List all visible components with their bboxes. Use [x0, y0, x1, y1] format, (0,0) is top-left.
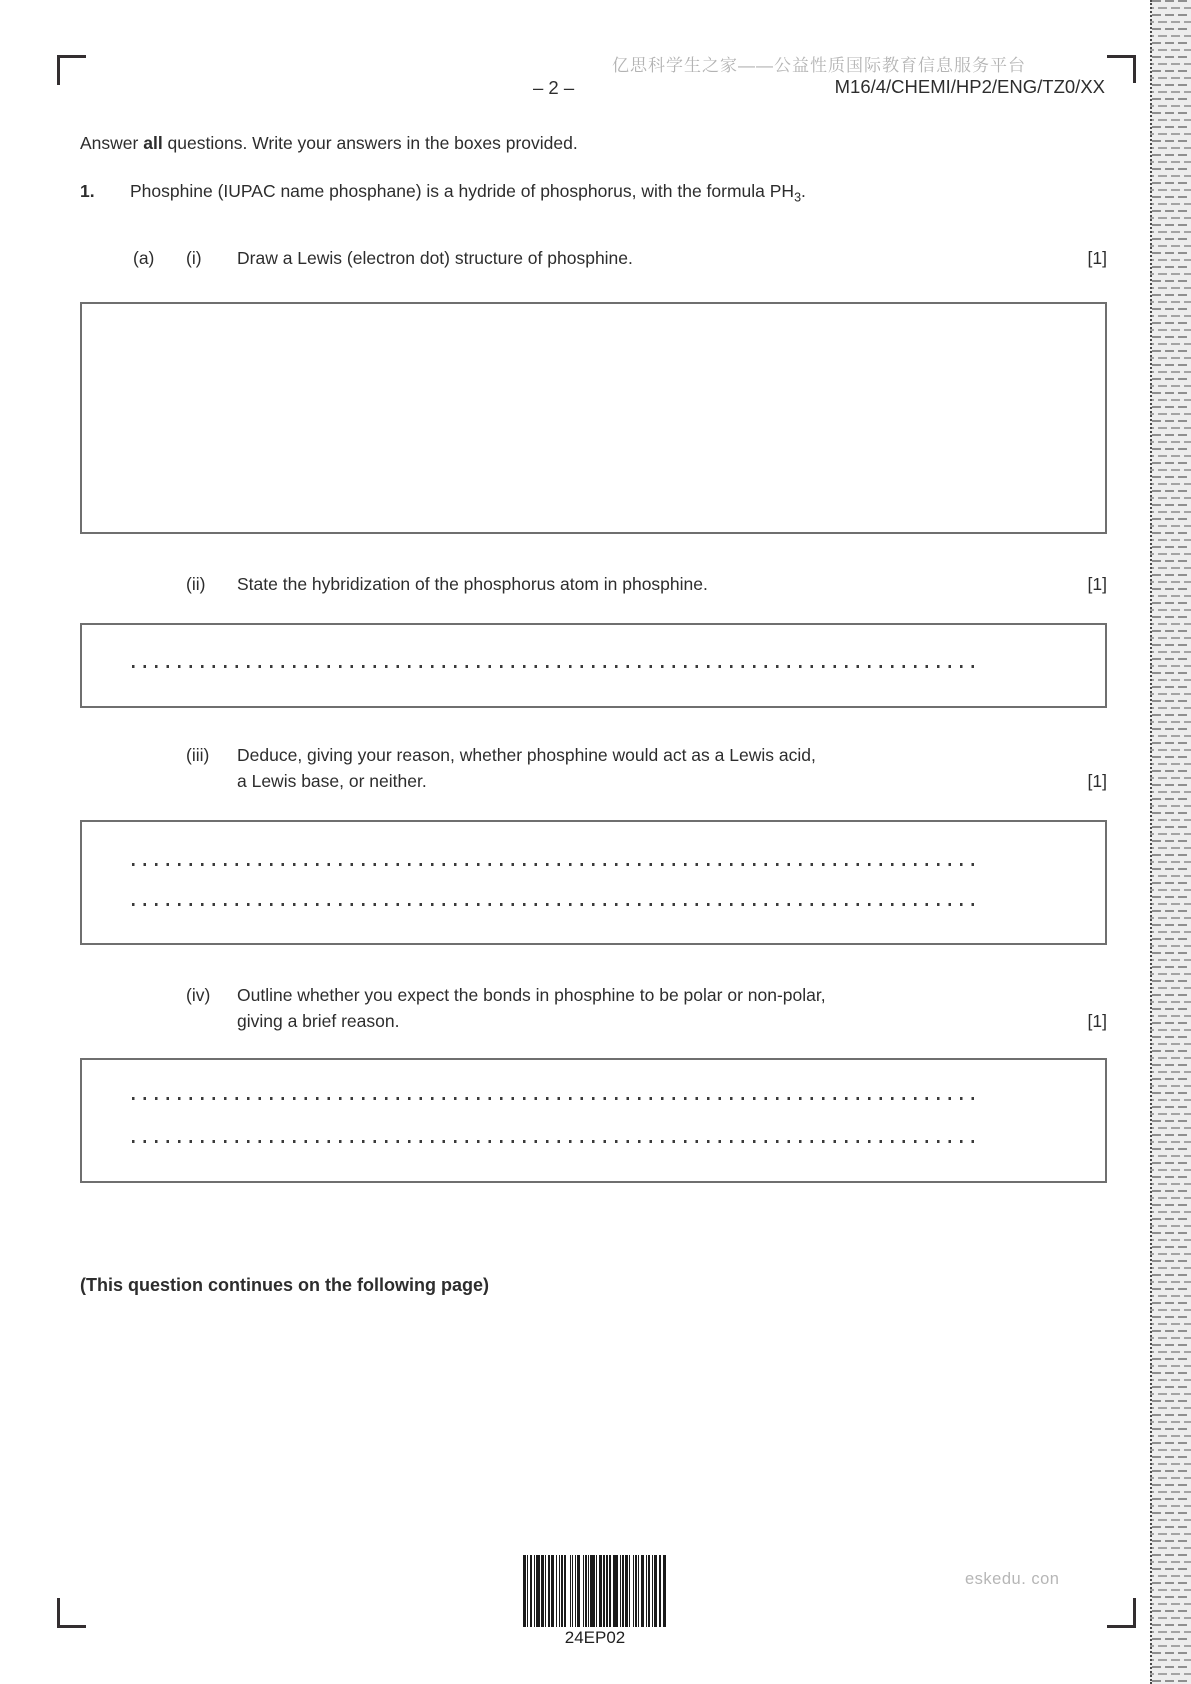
instructions-bold-word: all: [143, 133, 163, 153]
instructions-line: [80, 130, 1107, 156]
answer-box-i[interactable]: [80, 302, 1107, 534]
page-edge-texture: [1150, 0, 1191, 1684]
answer-dotted-line: [132, 1097, 980, 1100]
barcode-label: 24EP02: [564, 1628, 626, 1647]
answer-dotted-line: [132, 903, 980, 906]
marks-i: [1]: [1087, 248, 1107, 268]
part-ii-text: State the hybridization of the phosphorus atom in phosphine.: [237, 574, 708, 594]
crop-mark-top-right: [1107, 55, 1136, 83]
sub-label-iv: (iv): [186, 985, 211, 1005]
answer-dotted-line: [132, 665, 980, 668]
part-i-text: Draw a Lewis (electron dot) structure of phosphine.: [237, 248, 633, 268]
part-iv-text-line1: Outline whether you expect the bonds in phosphine to be polar or non-polar,: [237, 985, 826, 1005]
question-stem: [130, 178, 1107, 211]
part-iii-row: [80, 742, 1107, 794]
stem-period: .: [801, 181, 806, 201]
part-iii-text-line2: a Lewis base, or neither.: [237, 771, 427, 791]
answer-dotted-line: [132, 1140, 980, 1143]
footer-watermark: eskedu. con: [965, 1570, 1060, 1588]
part-iv-text-line2: giving a brief reason.: [237, 1011, 400, 1031]
sub-label-iii: (iii): [186, 745, 210, 765]
continuation-note: (This question continues on the following page): [80, 1275, 489, 1295]
crop-mark-top-left: [57, 55, 86, 85]
barcode: [523, 1555, 667, 1627]
crop-mark-bottom-left: [57, 1598, 86, 1628]
question-number: 1.: [80, 181, 95, 201]
part-ii-row: [80, 571, 1107, 597]
question-1-stem-row: [80, 178, 1107, 211]
marks-ii: [1]: [1087, 574, 1107, 594]
part-iv-row: [80, 982, 1107, 1034]
formula-subscript: 3: [794, 190, 802, 205]
part-iii-text-line1: Deduce, giving your reason, whether phosphine would act as a Lewis acid,: [237, 745, 816, 765]
paper-code: M16/4/CHEMI/HP2/ENG/TZ0/XX: [834, 76, 1105, 97]
answer-box-iii[interactable]: [80, 820, 1107, 945]
sub-label-i: (i): [186, 248, 202, 268]
answer-box-ii[interactable]: [80, 623, 1107, 708]
answer-dotted-line: [132, 863, 980, 866]
instructions-prefix: Answer: [80, 133, 144, 153]
chinese-watermark-header: 亿思科学生之家——公益性质国际教育信息服务平台: [612, 56, 1026, 75]
answer-box-iv[interactable]: [80, 1058, 1107, 1183]
part-label-a: (a): [133, 248, 155, 268]
crop-mark-bottom-right: [1107, 1598, 1136, 1628]
marks-iv: [1]: [1087, 1011, 1107, 1031]
part-a-i-row: [80, 245, 1107, 271]
page-number: – 2 –: [533, 77, 575, 98]
marks-iii: [1]: [1087, 771, 1107, 791]
instructions-suffix: questions. Write your answers in the boxes provided.: [162, 133, 578, 153]
stem-text: Phosphine (IUPAC name phosphane) is a hydride of phosphorus, with the formula PH: [130, 181, 795, 201]
sub-label-ii: (ii): [186, 574, 206, 594]
